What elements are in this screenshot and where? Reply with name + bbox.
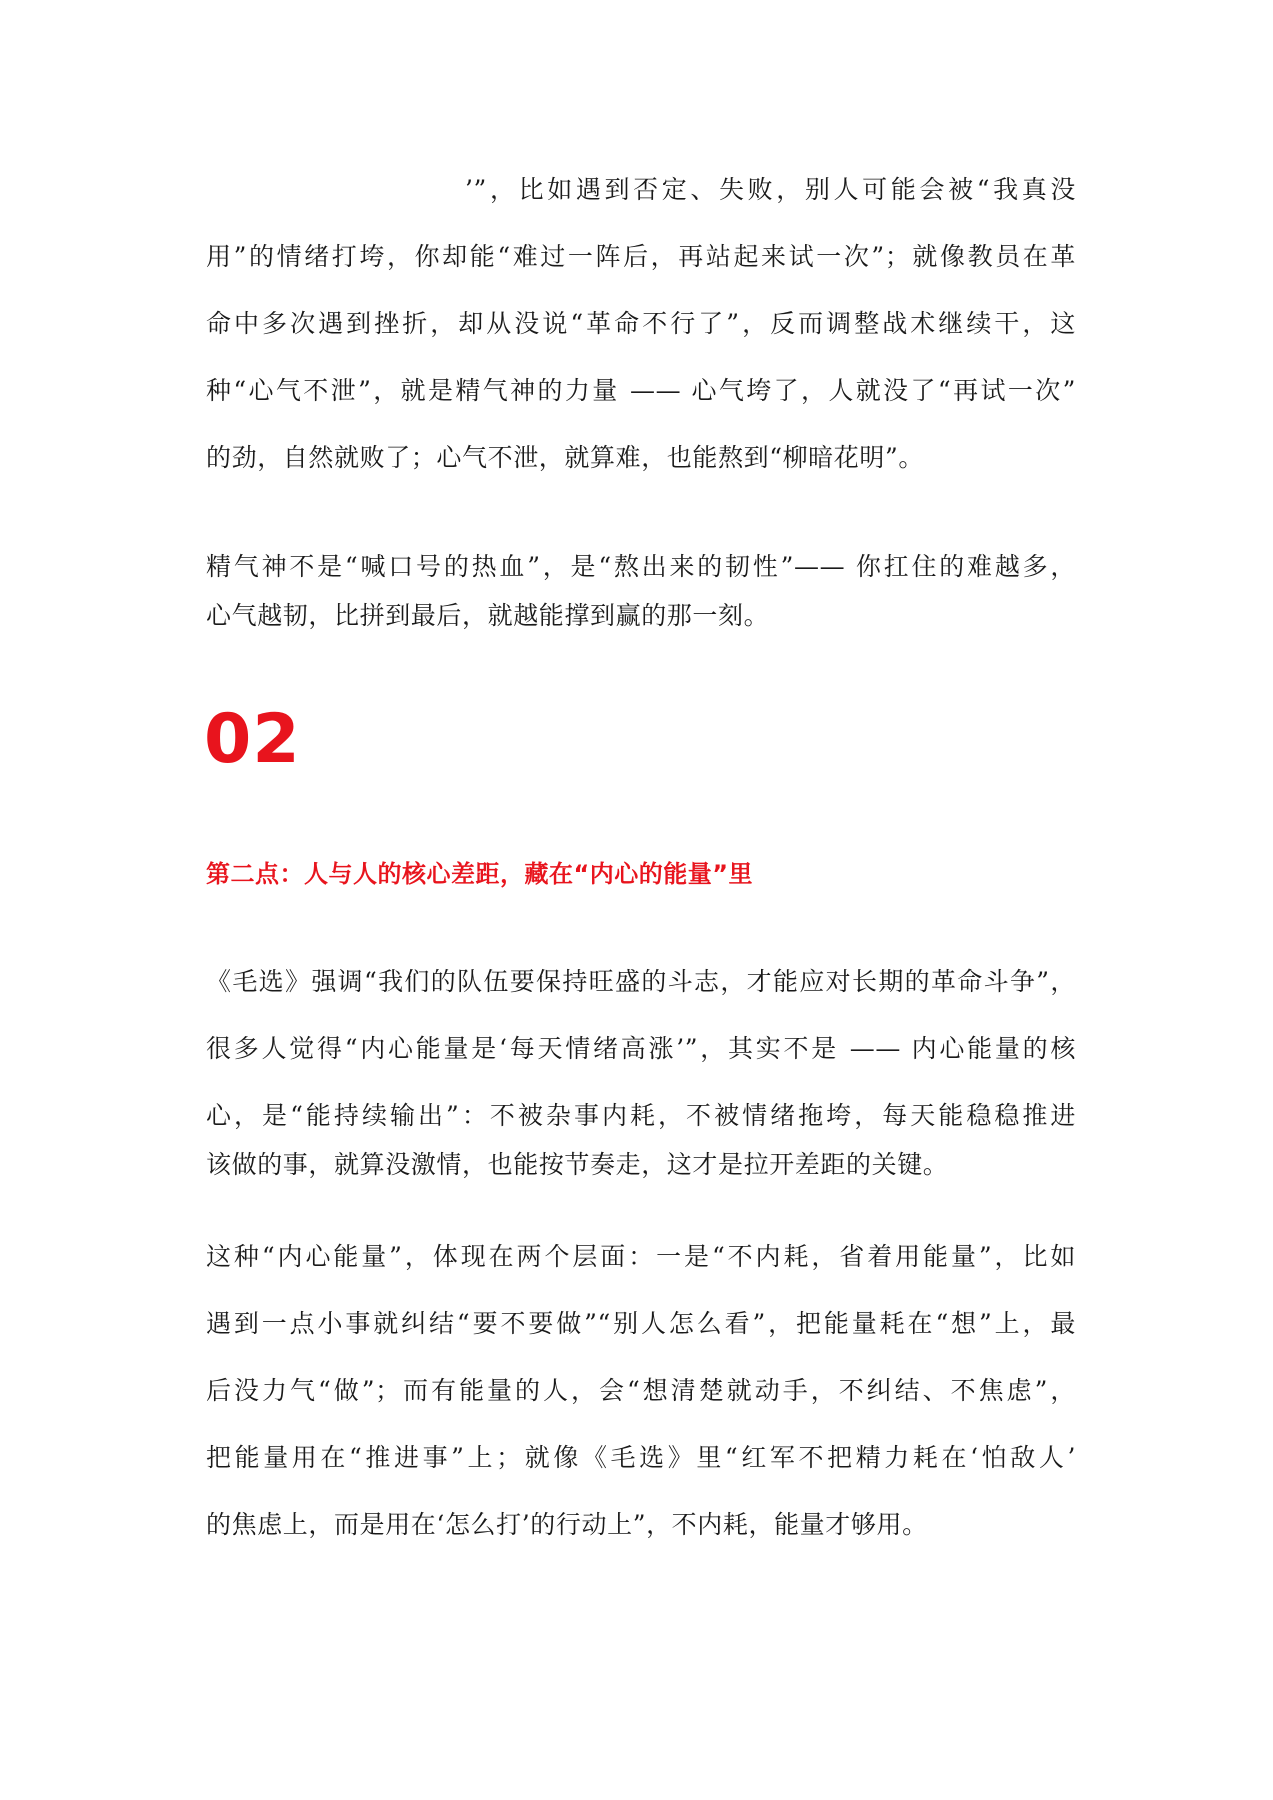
paragraph-1-line-5: 的劲，自然就败了；心气不泄，就算难，也能熬到“柳暗花明”。 (206, 443, 924, 472)
section-number: 02 (204, 700, 301, 779)
paragraph-4-line-5: 的焦虑上，而是用在‘怎么打’的行动上”，不内耗，能量才够用。 (206, 1510, 928, 1539)
paragraph-2-line-1: 精气神不是“喊口号的热血”，是“熬出来的韧性”—— 你扛住的难越多， (206, 552, 1076, 581)
paragraph-4-line-1: 这种“内心能量”，体现在两个层面：一是“不内耗，省着用能量”，比如 (206, 1242, 1076, 1271)
paragraph-4-line-2: 遇到一点小事就纠结“要不要做”“别人怎么看”，把能量耗在“想”上，最 (206, 1309, 1076, 1338)
paragraph-2-line-2: 心气越韧，比拼到最后，就越能撑到赢的那一刻。 (206, 601, 770, 630)
paragraph-1-line-3: 命中多次遇到挫折，却从没说“革命不行了”，反而调整战术继续干，这 (206, 309, 1076, 338)
section-heading: 第二点：人与人的核心差距，藏在“内心的能量”里 (206, 860, 754, 888)
paragraph-3-line-1: 《毛选》强调“我们的队伍要保持旺盛的斗志，才能应对长期的革命斗争”， (206, 967, 1076, 996)
paragraph-3-line-2: 很多人觉得“内心能量是‘每天情绪高涨’”，其实不是 —— 内心能量的核 (206, 1034, 1076, 1063)
paragraph-3-line-3: 心，是“能持续输出”：不被杂事内耗，不被情绪拖垮，每天能稳稳推进 (206, 1101, 1076, 1130)
paragraph-3-line-4: 该做的事，就算没激情，也能按节奏走，这才是拉开差距的关键。 (206, 1150, 949, 1179)
paragraph-1-line-2: 用”的情绪打垮，你却能“难过一阵后，再站起来试一次”；就像教员在革 (206, 242, 1076, 271)
paragraph-4-line-4: 把能量用在“推进事”上；就像《毛选》里“红军不把精力耗在‘怕敌人’ (206, 1443, 1076, 1472)
paragraph-4-line-3: 后没力气“做”；而有能量的人，会“想清楚就动手，不纠结、不焦虑”， (206, 1376, 1076, 1405)
paragraph-1-line-4: 种“心气不泄”，就是精气神的力量 —— 心气垮了，人就没了“再试一次” (206, 376, 1076, 405)
paragraph-1-line-1: ’”，比如遇到否定、失败，别人可能会被“我真没 (465, 175, 1076, 204)
